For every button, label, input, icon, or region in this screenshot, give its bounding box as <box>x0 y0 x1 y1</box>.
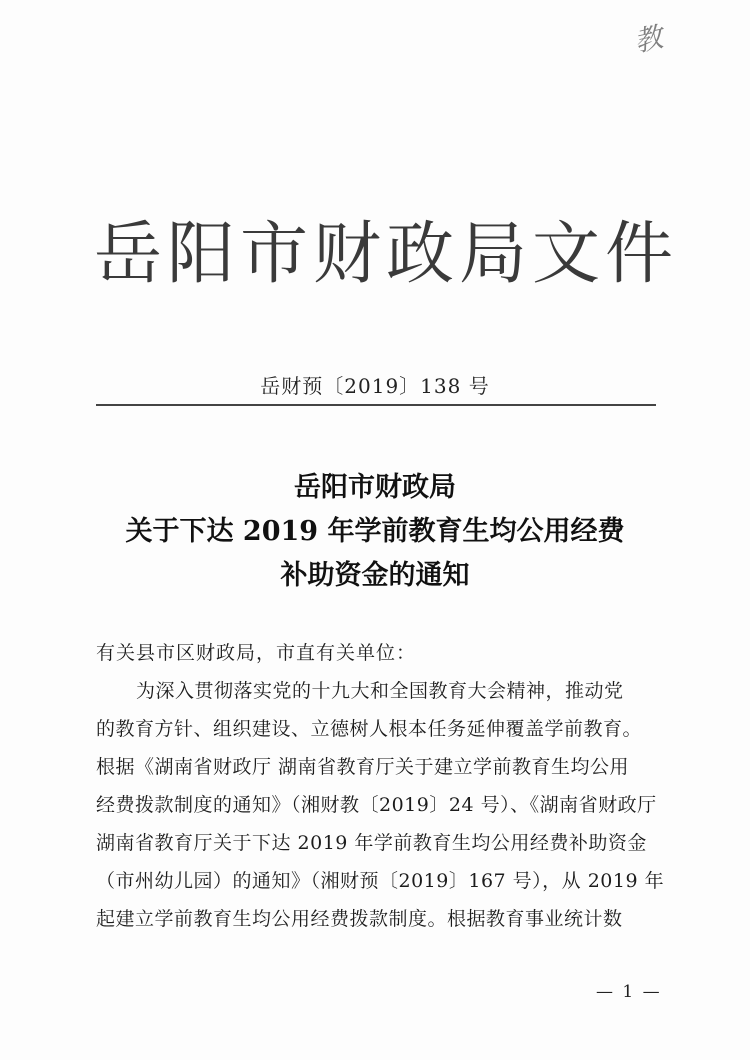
body-line: 经费拨款制度的通知》（湘财教〔2019〕24 号）、《湖南省财政厅 <box>96 794 657 816</box>
body-line: 为深入贯彻落实党的十九大和全国教育大会精神，推动党 <box>136 680 624 702</box>
body-line: 起建立学前教育生均公用经费拨款制度。根据教育事业统计数 <box>96 908 623 930</box>
page-number: — 1 — <box>596 982 662 1002</box>
handwritten-mark: 教 <box>631 20 666 59</box>
title-line: 关于下达 2019 年学前教育生均公用经费 <box>125 516 625 547</box>
header-divider <box>96 404 656 406</box>
body-line: 的教育方针、组织建设、立德树人根本任务延伸覆盖学前教育。 <box>96 718 643 740</box>
notice-body <box>96 634 665 938</box>
title-line: 补助资金的通知 <box>280 560 470 591</box>
notice-title <box>0 466 750 598</box>
body-line: 根据《湖南省财政厅 湖南省教育厅关于建立学前教育生均公用 <box>96 756 630 778</box>
document-header-title: 岳阳市财政局文件 <box>94 215 679 294</box>
document-number: 岳财预〔2019〕138 号 <box>260 374 490 398</box>
salutation: 有关县市区财政局，市直有关单位： <box>96 642 417 664</box>
body-line: 湖南省教育厅关于下达 2019 年学前教育生均公用经费补助资金 <box>96 832 647 854</box>
body-line: （市州幼儿园）的通知》（湘财预〔2019〕167 号），从 2019 年 <box>96 870 665 892</box>
title-line: 岳阳市财政局 <box>294 472 456 503</box>
